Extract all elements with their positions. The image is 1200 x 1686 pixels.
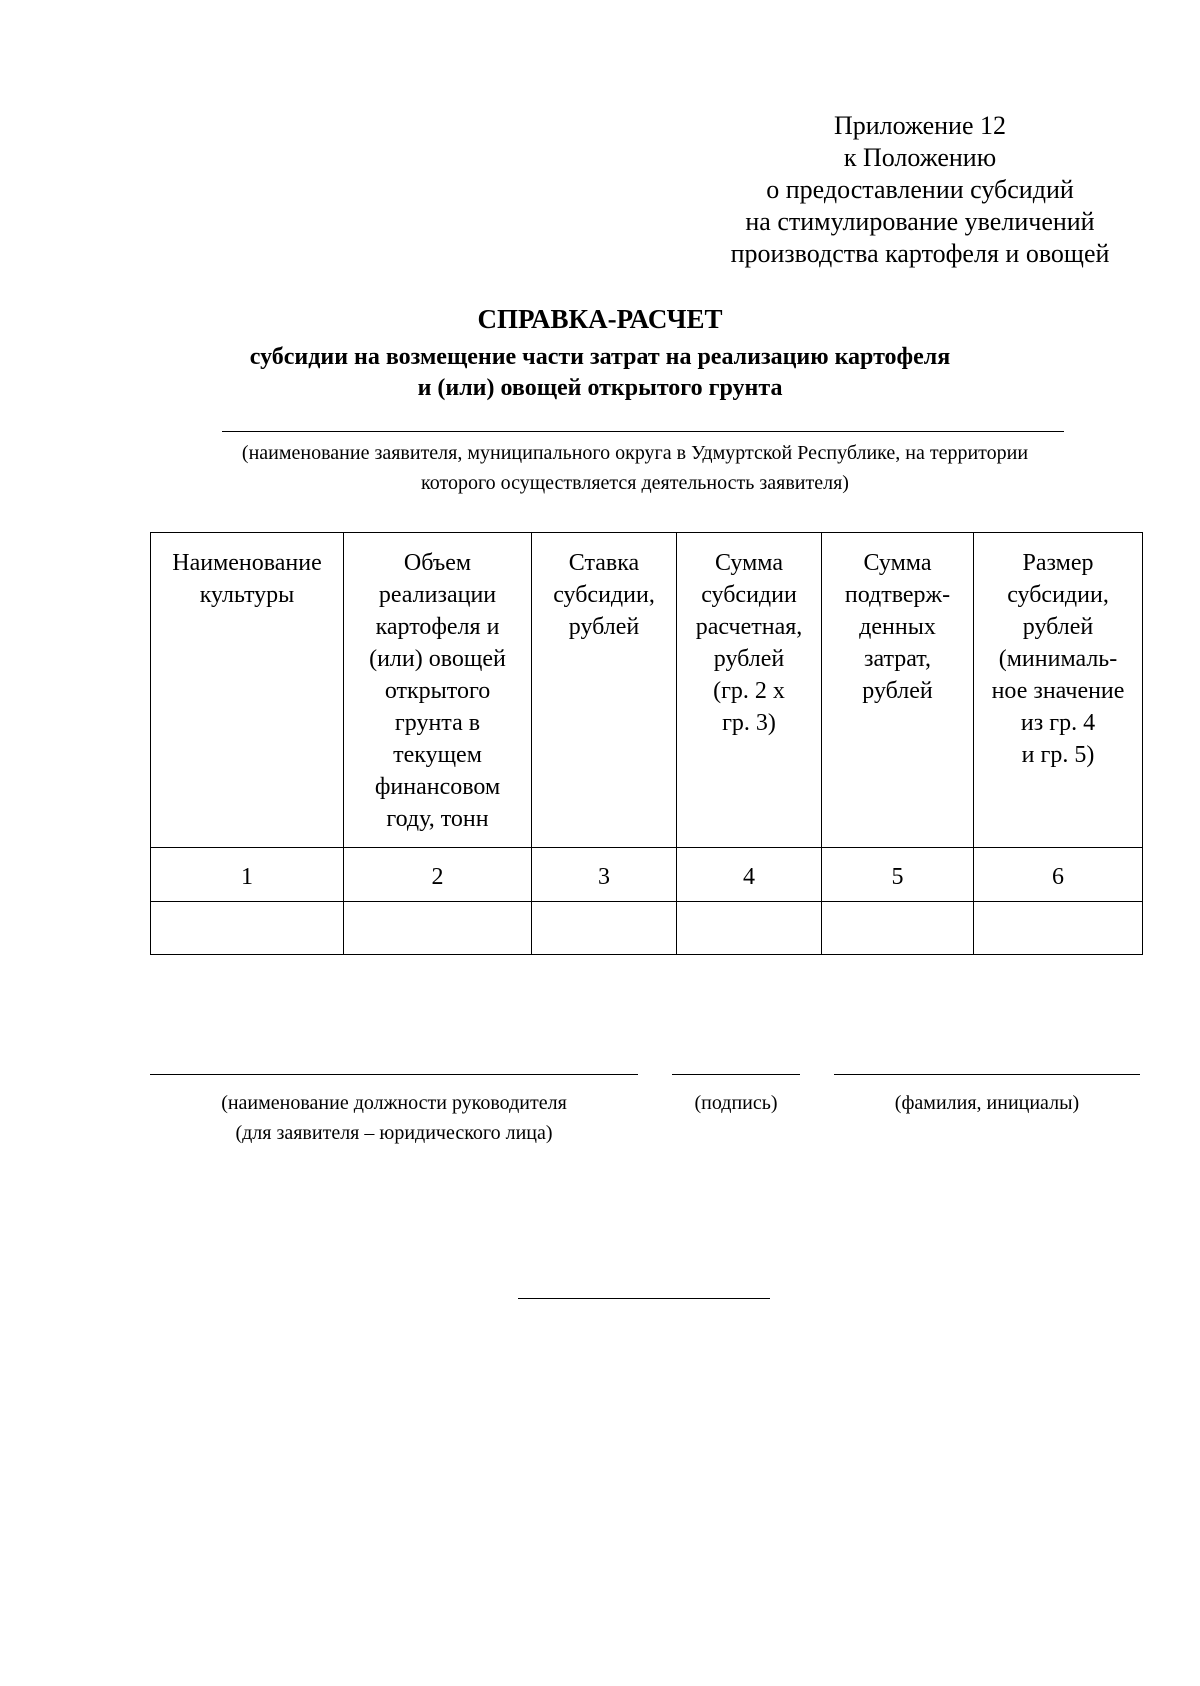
header-confirmed-costs (822, 533, 974, 848)
appendix-line: Приложение 12 (833, 111, 1007, 140)
header-calculated-amount (677, 533, 822, 848)
header-sales-volume (344, 533, 532, 848)
header-text: из гр. 4 (1020, 710, 1096, 736)
position-caption-line-2: (для заявителя – юридического лица) (235, 1122, 553, 1144)
header-text: финансовом (374, 774, 501, 800)
data-cell-subsidy[interactable] (974, 902, 1143, 955)
applicant-caption-line-2: которого осуществляется деятельность заявителя) (421, 472, 849, 494)
header-text: денных (859, 614, 936, 640)
header-subsidy-rate (532, 533, 677, 848)
data-cell-rate[interactable] (532, 902, 677, 955)
header-text: текущем (393, 742, 482, 768)
header-text: гр. 3) (722, 710, 776, 736)
header-text: году, тонн (386, 806, 489, 832)
header-text: культуры (199, 582, 295, 608)
header-text: реализации (378, 582, 497, 608)
data-cell-confirmed[interactable] (822, 902, 974, 955)
header-text: открытого (384, 678, 491, 704)
header-text: затрат, (863, 646, 931, 672)
header-text: (минималь- (998, 646, 1118, 672)
table-row (151, 902, 1143, 955)
data-cell-crop[interactable] (151, 902, 344, 955)
appendix-line: к Положению (843, 143, 997, 172)
appendix-line: производства картофеля и овощей (730, 239, 1110, 268)
header-text: Ставка (568, 550, 640, 576)
closing-rule (518, 1298, 770, 1299)
column-number: 4 (677, 848, 822, 902)
data-cell-volume[interactable] (344, 902, 532, 955)
header-text: Сумма (863, 550, 932, 576)
header-text: (или) овощей (369, 646, 506, 672)
header-text: рублей (862, 678, 933, 704)
calculation-table (150, 532, 1143, 955)
position-caption-line-1: (наименование должности руководителя (221, 1092, 567, 1114)
title-block (150, 302, 1050, 404)
applicant-caption (140, 438, 1130, 498)
header-text: рублей (1022, 614, 1094, 640)
header-text: Наименование (172, 550, 322, 576)
subtitle-line-2: и (или) овощей открытого грунта (417, 375, 783, 401)
position-caption (150, 1088, 638, 1148)
header-text: рублей (713, 646, 785, 672)
column-number: 5 (822, 848, 974, 902)
header-text: субсидии, (553, 582, 655, 608)
subtitle-line-1: субсидии на возмещение части затрат на реализацию картофеля (249, 344, 951, 370)
header-subsidy-size (974, 533, 1143, 848)
document-title: СПРАВКА-РАСЧЕТ (477, 304, 723, 334)
appendix-header (700, 110, 1140, 270)
column-number: 6 (974, 848, 1143, 902)
signature-caption: (подпись) (694, 1092, 778, 1114)
header-text: и гр. 5) (1021, 742, 1095, 768)
appendix-line: на стимулирование увеличений (745, 207, 1095, 236)
header-text: рублей (568, 614, 640, 640)
position-signature-line[interactable] (150, 1074, 638, 1075)
header-text: грунта в (394, 710, 481, 736)
column-number: 1 (151, 848, 344, 902)
header-text: (гр. 2 х (713, 678, 785, 704)
header-text: субсидии, (1007, 582, 1109, 608)
column-number-row (151, 848, 1143, 902)
applicant-name-line[interactable] (222, 431, 1064, 432)
name-signature-line[interactable] (834, 1074, 1140, 1075)
appendix-line: о предоставлении субсидий (766, 175, 1074, 204)
column-number: 3 (532, 848, 677, 902)
table-header-row (151, 533, 1143, 848)
header-text: Размер (1022, 550, 1094, 576)
header-text: Сумма (715, 550, 783, 576)
name-caption: (фамилия, инициалы) (894, 1092, 1080, 1114)
header-text: ное значение (991, 678, 1125, 704)
column-number: 2 (344, 848, 532, 902)
header-crop-name (151, 533, 344, 848)
data-cell-calculated[interactable] (677, 902, 822, 955)
header-text: Объем (403, 550, 472, 576)
applicant-caption-line-1: (наименование заявителя, муниципального округа в Удмуртской Республике, на территории (241, 442, 1029, 464)
signature-line[interactable] (672, 1074, 800, 1075)
header-text: подтверж- (844, 582, 951, 608)
document-subtitle (150, 342, 1050, 404)
header-text: расчетная, (695, 614, 803, 640)
header-text: субсидии (701, 582, 797, 608)
header-text: картофеля и (375, 614, 500, 640)
